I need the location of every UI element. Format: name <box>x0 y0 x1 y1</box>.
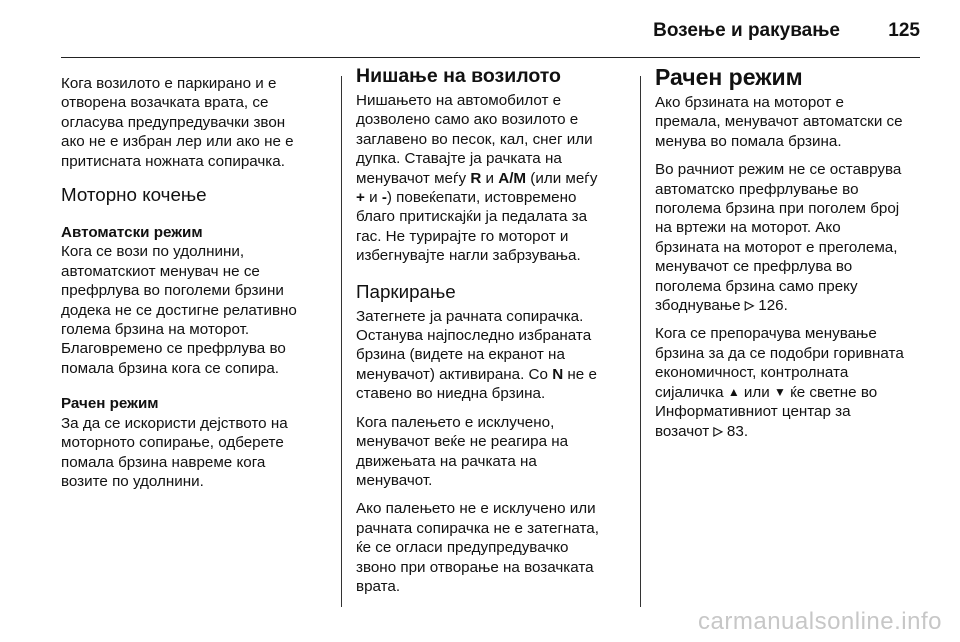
manual-mode-text: За да се искористи дејството на моторното сопирање, одберете помала брзина навреме кога возите по удолнини. <box>61 414 288 490</box>
shift-down-icon: ▼ <box>773 384 786 399</box>
key-am: A/M <box>498 169 527 187</box>
key-r: R <box>470 169 482 187</box>
manual-mode-p3-text: Кога се препорачува менување брзина за да се подобри горивната економичност, контролната сијаличка <box>655 325 904 401</box>
column-3 <box>655 64 923 450</box>
key-plus: + <box>356 189 365 207</box>
page-number: 125 <box>888 20 920 41</box>
manual-mode-p2 <box>655 160 923 315</box>
or-word: или <box>739 383 774 401</box>
page-ref-arrow-icon: ▷ <box>744 298 755 313</box>
watermark: carmanualsonline.info <box>698 608 942 635</box>
rocking-text-part: и <box>364 189 382 207</box>
key-n: N <box>552 365 564 383</box>
column-1 <box>61 74 323 500</box>
column-divider-2 <box>640 76 641 607</box>
parking-text-part: не е ставено во ниедна брзина. <box>356 365 597 403</box>
key-minus: - <box>381 189 387 207</box>
page-ref-arrow-icon: ▷ <box>713 423 723 438</box>
engine-braking-heading: Моторно кочење <box>61 184 207 206</box>
and-word: и <box>481 169 499 187</box>
page-ref[interactable]: 126. <box>758 297 788 315</box>
column-divider-1 <box>341 76 342 607</box>
header-rule <box>61 57 920 58</box>
rocking-text-part: ) повеќепати, истовремено благо притискајќи ја педалата за гас. Не турирајте го моторот и избегнувајте нагли забрзувања. <box>356 189 588 265</box>
header-title: Возење и ракување <box>653 20 840 41</box>
auto-mode-text: Кога се вози по удолнини, автоматскиот менувач не се префрлува во поголеми брзини додека не се достигне релативно голема брзина на моторот. Благовремено се префрлува во помала брзина кога се сопира. <box>61 243 297 377</box>
column-2 <box>356 64 624 605</box>
ignition-not-off-text: Ако палењето не е исклучено или рачната сопирачка не е затегната, ќе се огласи предупредувачко звоно при отворање на возачката врата. <box>356 500 599 595</box>
rocking-text-part: (или меѓу <box>530 169 598 187</box>
rocking-text <box>356 91 624 266</box>
manual-mode-p1: Ако брзината на моторот е премала, менувачот автоматски се менува во помала брзина. <box>655 94 903 150</box>
page-ref[interactable]: 83. <box>726 422 749 440</box>
manual-mode-p3 <box>655 324 923 440</box>
ignition-off-text: Кога палењето е исклучено, менувачот веќе не реагира на движењата на рачката на менувачот. <box>356 413 569 489</box>
manual-mode-heading-large: Рачен режим <box>655 64 803 90</box>
parking-text-part: Затегнете ја рачната сопирачка. Останува најпоследно избраната брзина (видете на екранот на менувачот) активирана. Со <box>356 307 592 383</box>
rocking-heading: Нишање на возилото <box>356 65 561 87</box>
shift-up-icon: ▲ <box>727 384 740 399</box>
manual-mode-heading: Рачен режим <box>61 395 159 413</box>
rocking-text-part: Нишањето на автомобилот е дозволено само ако возилото е заглавено во песок, кал, снег или дупка. Ставајте ја рачката на менувачот меѓу <box>356 92 593 187</box>
parking-heading: Паркирање <box>356 280 456 302</box>
parking-text <box>356 307 624 404</box>
manual-mode-p2-text: Во рачниот режим не се оставрува автоматско префрлување во поголема брзина при поголем број на вртежи на моторот. Ако брзината на моторот е преголема, менувачот се префрлува во поголема брзина само преку збоднување <box>655 161 902 315</box>
manual-mode-p3-text: ќе светне во Информативниот центар за возачот <box>655 383 878 440</box>
auto-mode-heading: Автоматски режим <box>61 224 203 242</box>
intro-paragraph: Кога возилото е паркирано и е отворена возачката врата, се огласува предупредувачки звон ако не е избран лер или ако не е притисната ножната сопирачка. <box>61 75 294 170</box>
